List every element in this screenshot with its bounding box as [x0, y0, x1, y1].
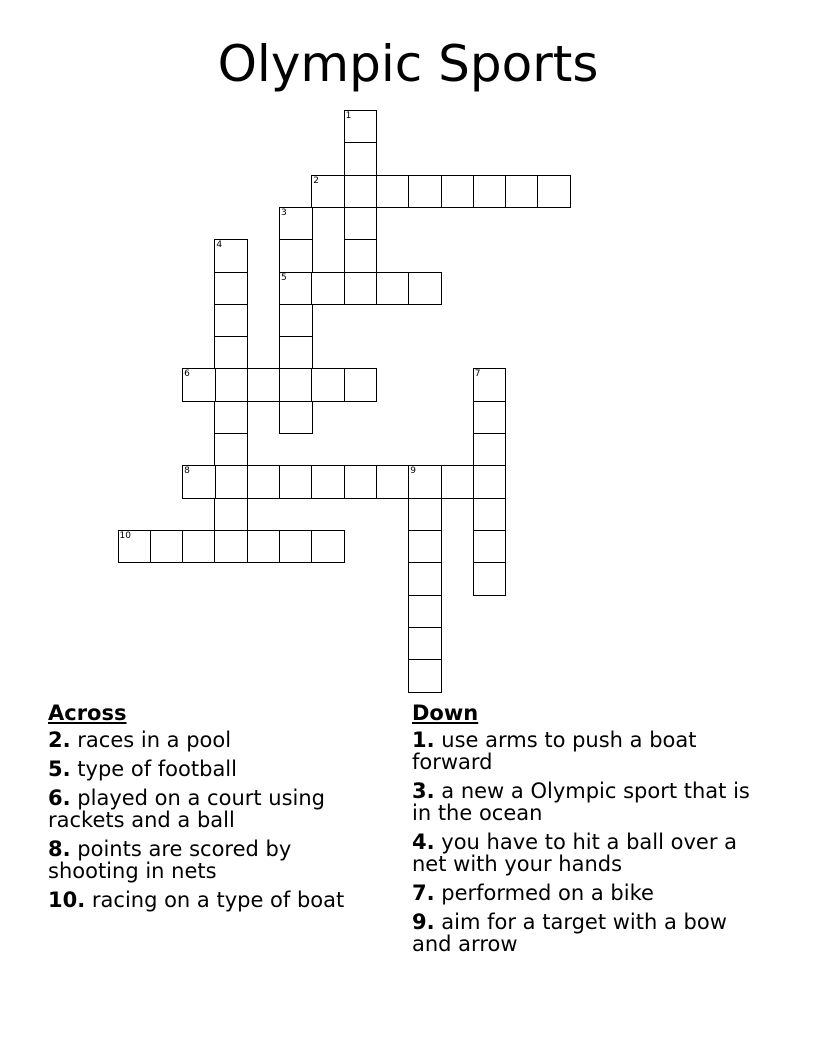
clue-text: type of football	[77, 757, 237, 781]
across-clue-10	[48, 889, 388, 911]
crossword-cell[interactable]	[473, 562, 507, 596]
crossword-cell[interactable]	[214, 304, 248, 338]
crossword-cell[interactable]	[473, 530, 507, 564]
clue-text: performed on a bike	[441, 881, 654, 905]
crossword-cell[interactable]	[214, 498, 248, 532]
crossword-cell[interactable]	[279, 304, 313, 338]
crossword-cell[interactable]	[473, 433, 507, 467]
crossword-cell[interactable]	[408, 659, 442, 693]
across-clue-2	[48, 729, 388, 751]
clue-number-label: 10	[119, 530, 131, 541]
crossword-cell[interactable]	[279, 336, 313, 370]
crossword-cell[interactable]	[311, 272, 345, 306]
clue-number-label: 8	[184, 466, 190, 477]
crossword-cell[interactable]	[311, 465, 345, 499]
crossword-cell[interactable]	[473, 368, 507, 402]
crossword-cell[interactable]	[247, 465, 281, 499]
clue-number: 4.	[412, 830, 435, 854]
clue-number: 10.	[48, 888, 86, 912]
crossword-cell[interactable]	[279, 272, 313, 306]
crossword-cell[interactable]	[344, 142, 378, 176]
clue-number: 9.	[412, 910, 435, 934]
clue-number: 5.	[48, 757, 71, 781]
down-clue-7	[412, 882, 752, 904]
crossword-cell[interactable]	[214, 239, 248, 273]
down-heading: Down	[412, 701, 479, 725]
crossword-cell[interactable]	[473, 175, 507, 209]
crossword-cell[interactable]	[408, 627, 442, 661]
clue-text: played on a court using rackets and a ball	[48, 786, 326, 832]
crossword-cell[interactable]	[279, 239, 313, 273]
crossword-cell[interactable]	[214, 368, 248, 402]
crossword-cell[interactable]	[344, 272, 378, 306]
clue-number: 6.	[48, 786, 71, 810]
crossword-cell[interactable]	[150, 530, 184, 564]
clue-text: aim for a target with a bow and arrow	[412, 910, 727, 956]
crossword-cell[interactable]	[279, 368, 313, 402]
across-clues	[48, 699, 388, 918]
down-clue-1	[412, 729, 752, 773]
down-clue-9	[412, 911, 752, 955]
crossword-cell[interactable]	[279, 207, 313, 241]
crossword-cell[interactable]	[182, 368, 216, 402]
across-clue-6	[48, 787, 388, 831]
crossword-cell[interactable]	[408, 562, 442, 596]
clue-number-label: 2	[313, 175, 320, 186]
across-clue-8	[48, 838, 388, 882]
clue-number-label: 1	[345, 111, 352, 121]
clue-number-label: 3	[281, 207, 287, 218]
crossword-cell[interactable]	[311, 368, 345, 402]
clue-text: a new a Olympic sport that is in the ocean	[412, 779, 750, 825]
crossword-cell[interactable]	[505, 175, 539, 209]
crossword-cell[interactable]	[473, 401, 507, 435]
crossword-cell[interactable]	[408, 595, 442, 629]
clue-text: you have to hit a ball over a net with your hands	[412, 830, 738, 876]
crossword-cell[interactable]	[182, 465, 216, 499]
crossword-cell[interactable]	[537, 175, 571, 209]
clue-number-label: 9	[410, 466, 416, 477]
crossword-cell[interactable]	[344, 368, 378, 402]
crossword-cell[interactable]	[441, 175, 475, 209]
down-clue-4	[412, 831, 752, 875]
crossword-cell[interactable]	[214, 272, 248, 306]
clue-text: races in a pool	[77, 728, 232, 752]
crossword-cell[interactable]	[247, 530, 281, 564]
crossword-cell[interactable]	[344, 110, 378, 144]
down-clues	[412, 699, 752, 962]
crossword-cell[interactable]	[376, 175, 410, 209]
crossword-cell[interactable]	[279, 465, 313, 499]
crossword-cell[interactable]	[214, 336, 248, 370]
crossword-cell[interactable]	[214, 401, 248, 435]
crossword-cell[interactable]	[408, 175, 442, 209]
crossword-cell[interactable]	[311, 175, 345, 209]
crossword-cell[interactable]	[473, 498, 507, 532]
crossword-cell[interactable]	[344, 175, 378, 209]
crossword-cell[interactable]	[311, 530, 345, 564]
crossword-cell[interactable]	[376, 465, 410, 499]
crossword-cell[interactable]	[441, 465, 475, 499]
crossword-cell[interactable]	[344, 239, 378, 273]
crossword-cell[interactable]	[214, 433, 248, 467]
clue-number-label: 5	[281, 272, 287, 283]
down-clue-3	[412, 780, 752, 824]
crossword-cell[interactable]	[344, 465, 378, 499]
crossword-cell[interactable]	[408, 272, 442, 306]
clue-number-label: 6	[184, 369, 190, 380]
clue-number: 7.	[412, 881, 435, 905]
crossword-cell[interactable]	[473, 465, 507, 499]
clue-number: 3.	[412, 779, 435, 803]
clue-text: use arms to push a boat forward	[412, 728, 697, 774]
crossword-cell[interactable]	[408, 498, 442, 532]
crossword-cell[interactable]	[408, 530, 442, 564]
clue-number-label: 7	[474, 369, 481, 380]
crossword-cell[interactable]	[408, 465, 442, 499]
crossword-cell[interactable]	[247, 368, 281, 402]
clue-number-label: 4	[216, 240, 223, 251]
clue-number: 1.	[412, 728, 435, 752]
crossword-cell[interactable]	[118, 530, 152, 564]
crossword-cell[interactable]	[279, 530, 313, 564]
crossword-cell[interactable]	[344, 207, 378, 241]
across-heading: Across	[48, 701, 127, 725]
crossword-cell[interactable]	[214, 530, 248, 564]
clue-text: racing on a type of boat	[91, 888, 345, 912]
clue-text: points are scored by shooting in nets	[48, 837, 292, 883]
crossword-cell[interactable]	[182, 530, 216, 564]
clue-number: 2.	[48, 728, 71, 752]
crossword-cell[interactable]	[279, 401, 313, 435]
crossword-cell[interactable]	[376, 272, 410, 306]
crossword-cell[interactable]	[214, 465, 248, 499]
clue-number: 8.	[48, 837, 71, 861]
across-clue-5	[48, 758, 388, 780]
page-title: Olympic Sports	[217, 35, 599, 93]
